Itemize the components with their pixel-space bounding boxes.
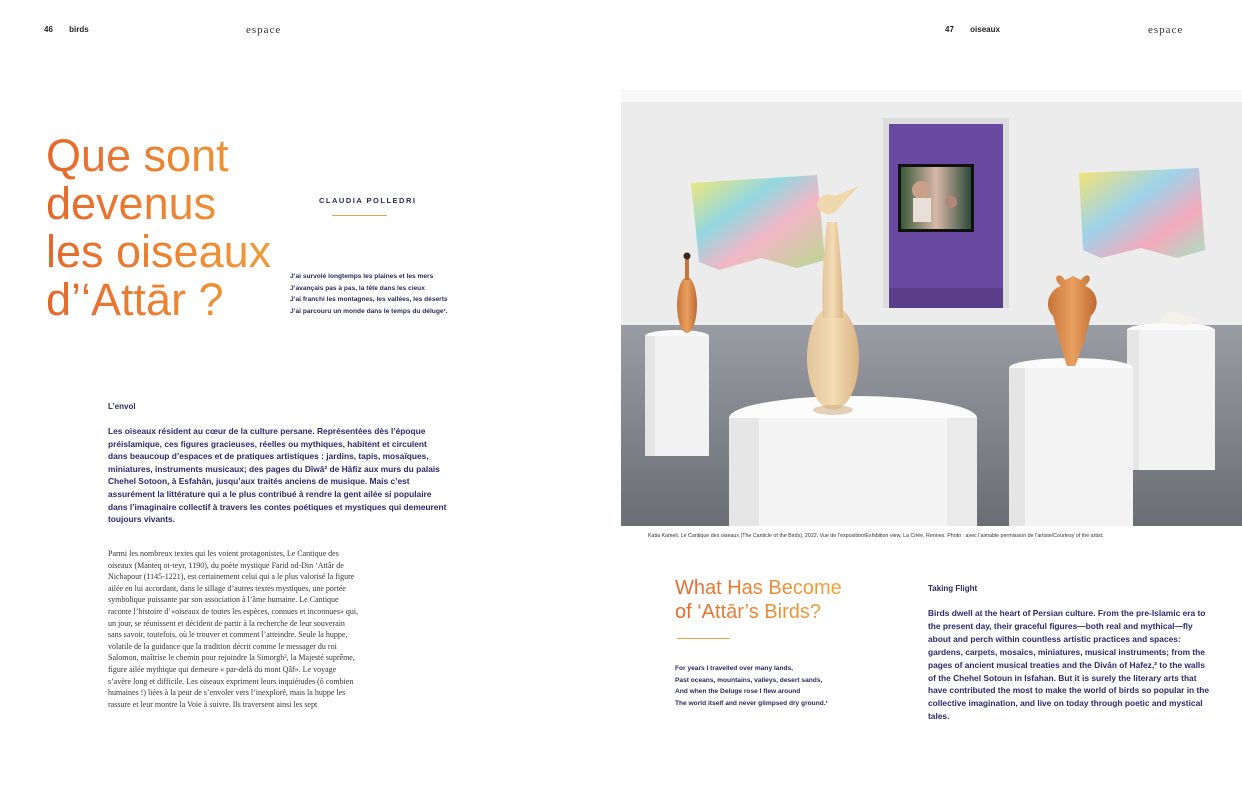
title-english	[675, 576, 842, 624]
title-french	[46, 132, 306, 324]
page-number: 46	[44, 25, 53, 34]
left-folio	[44, 25, 89, 34]
lead-paragraph-french: Les oiseaux résident au cœur de la culture persane. Représentées dès l’époque préislamique, ces figures gracieuses, réelles ou mythiques, habitent et circulent dans beaucoup d’espaces et de pratiques artistiques : jardins, tapis, mosaïques, miniatures, instruments musicaux; des pages du Dîwâ² de Hâfiz aux murs du palais Chehel Sotoon, à Esfahân, jusqu’aux traités anciens de musique. Mais c’est assurément la littérature qui a le plus contribué à rendre la gent ailée si populaire dans l’imaginaire collectif à travers les contes poétiques et mystiques qui demeurent toujours vivants.	[108, 426, 447, 525]
epigraph-line: For years I travelled over many lands,	[675, 665, 794, 672]
epigraph-line: J’ai franchi les montagnes, les vallées, les déserts	[290, 296, 448, 303]
title-line: devenus	[46, 178, 217, 229]
title-line: of ‘Attār’s Birds?	[675, 601, 821, 623]
epigraph-french	[290, 271, 490, 317]
subhead-french: L’envol	[108, 402, 136, 411]
epigraph-line: J’avançais pas à pas, la tête dans les cieux	[290, 284, 425, 292]
right-folio	[945, 25, 1000, 34]
epigraph-english	[675, 663, 895, 709]
folio-label: oiseaux	[970, 25, 1000, 34]
title-line: les oiseaux	[46, 226, 272, 277]
epigraph-line: And when the Deluge rose I flew around	[675, 688, 801, 695]
epigraph-line: J’ai parcouru un monde dans le temps du déluge¹.	[290, 307, 448, 315]
author-rule	[332, 215, 387, 216]
folio-label: birds	[69, 25, 89, 34]
epigraph-line: The world itself and never glimpsed dry ground.¹	[675, 699, 828, 707]
title-rule	[677, 638, 730, 639]
photo-caption: Katia Kameli, Le Cantique des oiseaux (The Canticle of the Birds), 2022. Vue de l’exposition/Exhibition view, La Criée, Rennes. Photo : avec l’aimable permission de l’artiste/Courtesy of the artist.	[648, 533, 1104, 539]
title-line: Que sont	[46, 130, 229, 181]
author-name: CLAUDIA POLLEDRI	[319, 196, 417, 205]
section-label: espace	[1148, 24, 1184, 36]
subhead-english: Taking Flight	[928, 584, 978, 593]
page-number: 47	[945, 25, 954, 34]
exhibition-photo	[621, 90, 1242, 526]
gallery-illustration	[621, 90, 1242, 526]
lead-paragraph-english: Birds dwell at the heart of Persian culture. From the pre-Islamic era to the present day, their graceful figures—both real and mythical—fly about and perch within countless artistic practices and spaces: gardens, carpets, mosaics, miniatures, musical instruments; from the pages of ancient musical treaties and the Divān of Hafez,² to the walls of the Chehel Sotoun in Isfahan. But it is surely the literary arts that have contributed the most to make the world of birds so popular in the collective imagination, and live on today through poetic and mystical tales.	[928, 608, 1210, 722]
body-paragraph-french: Parmi les nombreux textes qui les voient protagonistes, Le Cantique des oiseaux (Manteq ot-teyr, 1190), du poète mystique Farid od-Din ‘Attâr de Nichapour (1145-1221), est certainement celui qui a le plus valorisé la figure ailée en lui accordant, dans le sillage d’autres textes mystiques, une portée symbolique puissante par son association à l’âme humaine. Le Cantique raconte l’histoire d’«oiseaux de toutes les espèces, connues et inconnues» qui, un jour, se réunissent et décident de partir à la recherche de leur souverain sans savoir, toutefois, où le trouver et comment l’atteindre. Seule la huppe, volatile de la guidance que la tradition décrit comme le messager du roi Salomon, maîtrise le chemin pour rejoindre la Simorgh³, la Majesté suprême, figure ailée mythique qui demeure « par-delà du mont Qâf». Le voyage s’avère long et difficile. Les oiseaux expriment leurs inquiétudes (ô combien humaines !) liées à la peur de s’envoler vers l’inexploré, mais la huppe les rassure et leur montre la Voie à suivre. Ils traversent ainsi les sept	[108, 549, 359, 709]
epigraph-line: Past oceans, mountains, valleys, desert sands,	[675, 676, 823, 684]
title-line: What Has Become	[675, 577, 842, 599]
epigraph-line: J’ai survolé longtemps les plaines et les mers	[290, 273, 434, 280]
section-label: espace	[246, 24, 282, 36]
title-line: d’‘Attār ?	[46, 274, 224, 325]
